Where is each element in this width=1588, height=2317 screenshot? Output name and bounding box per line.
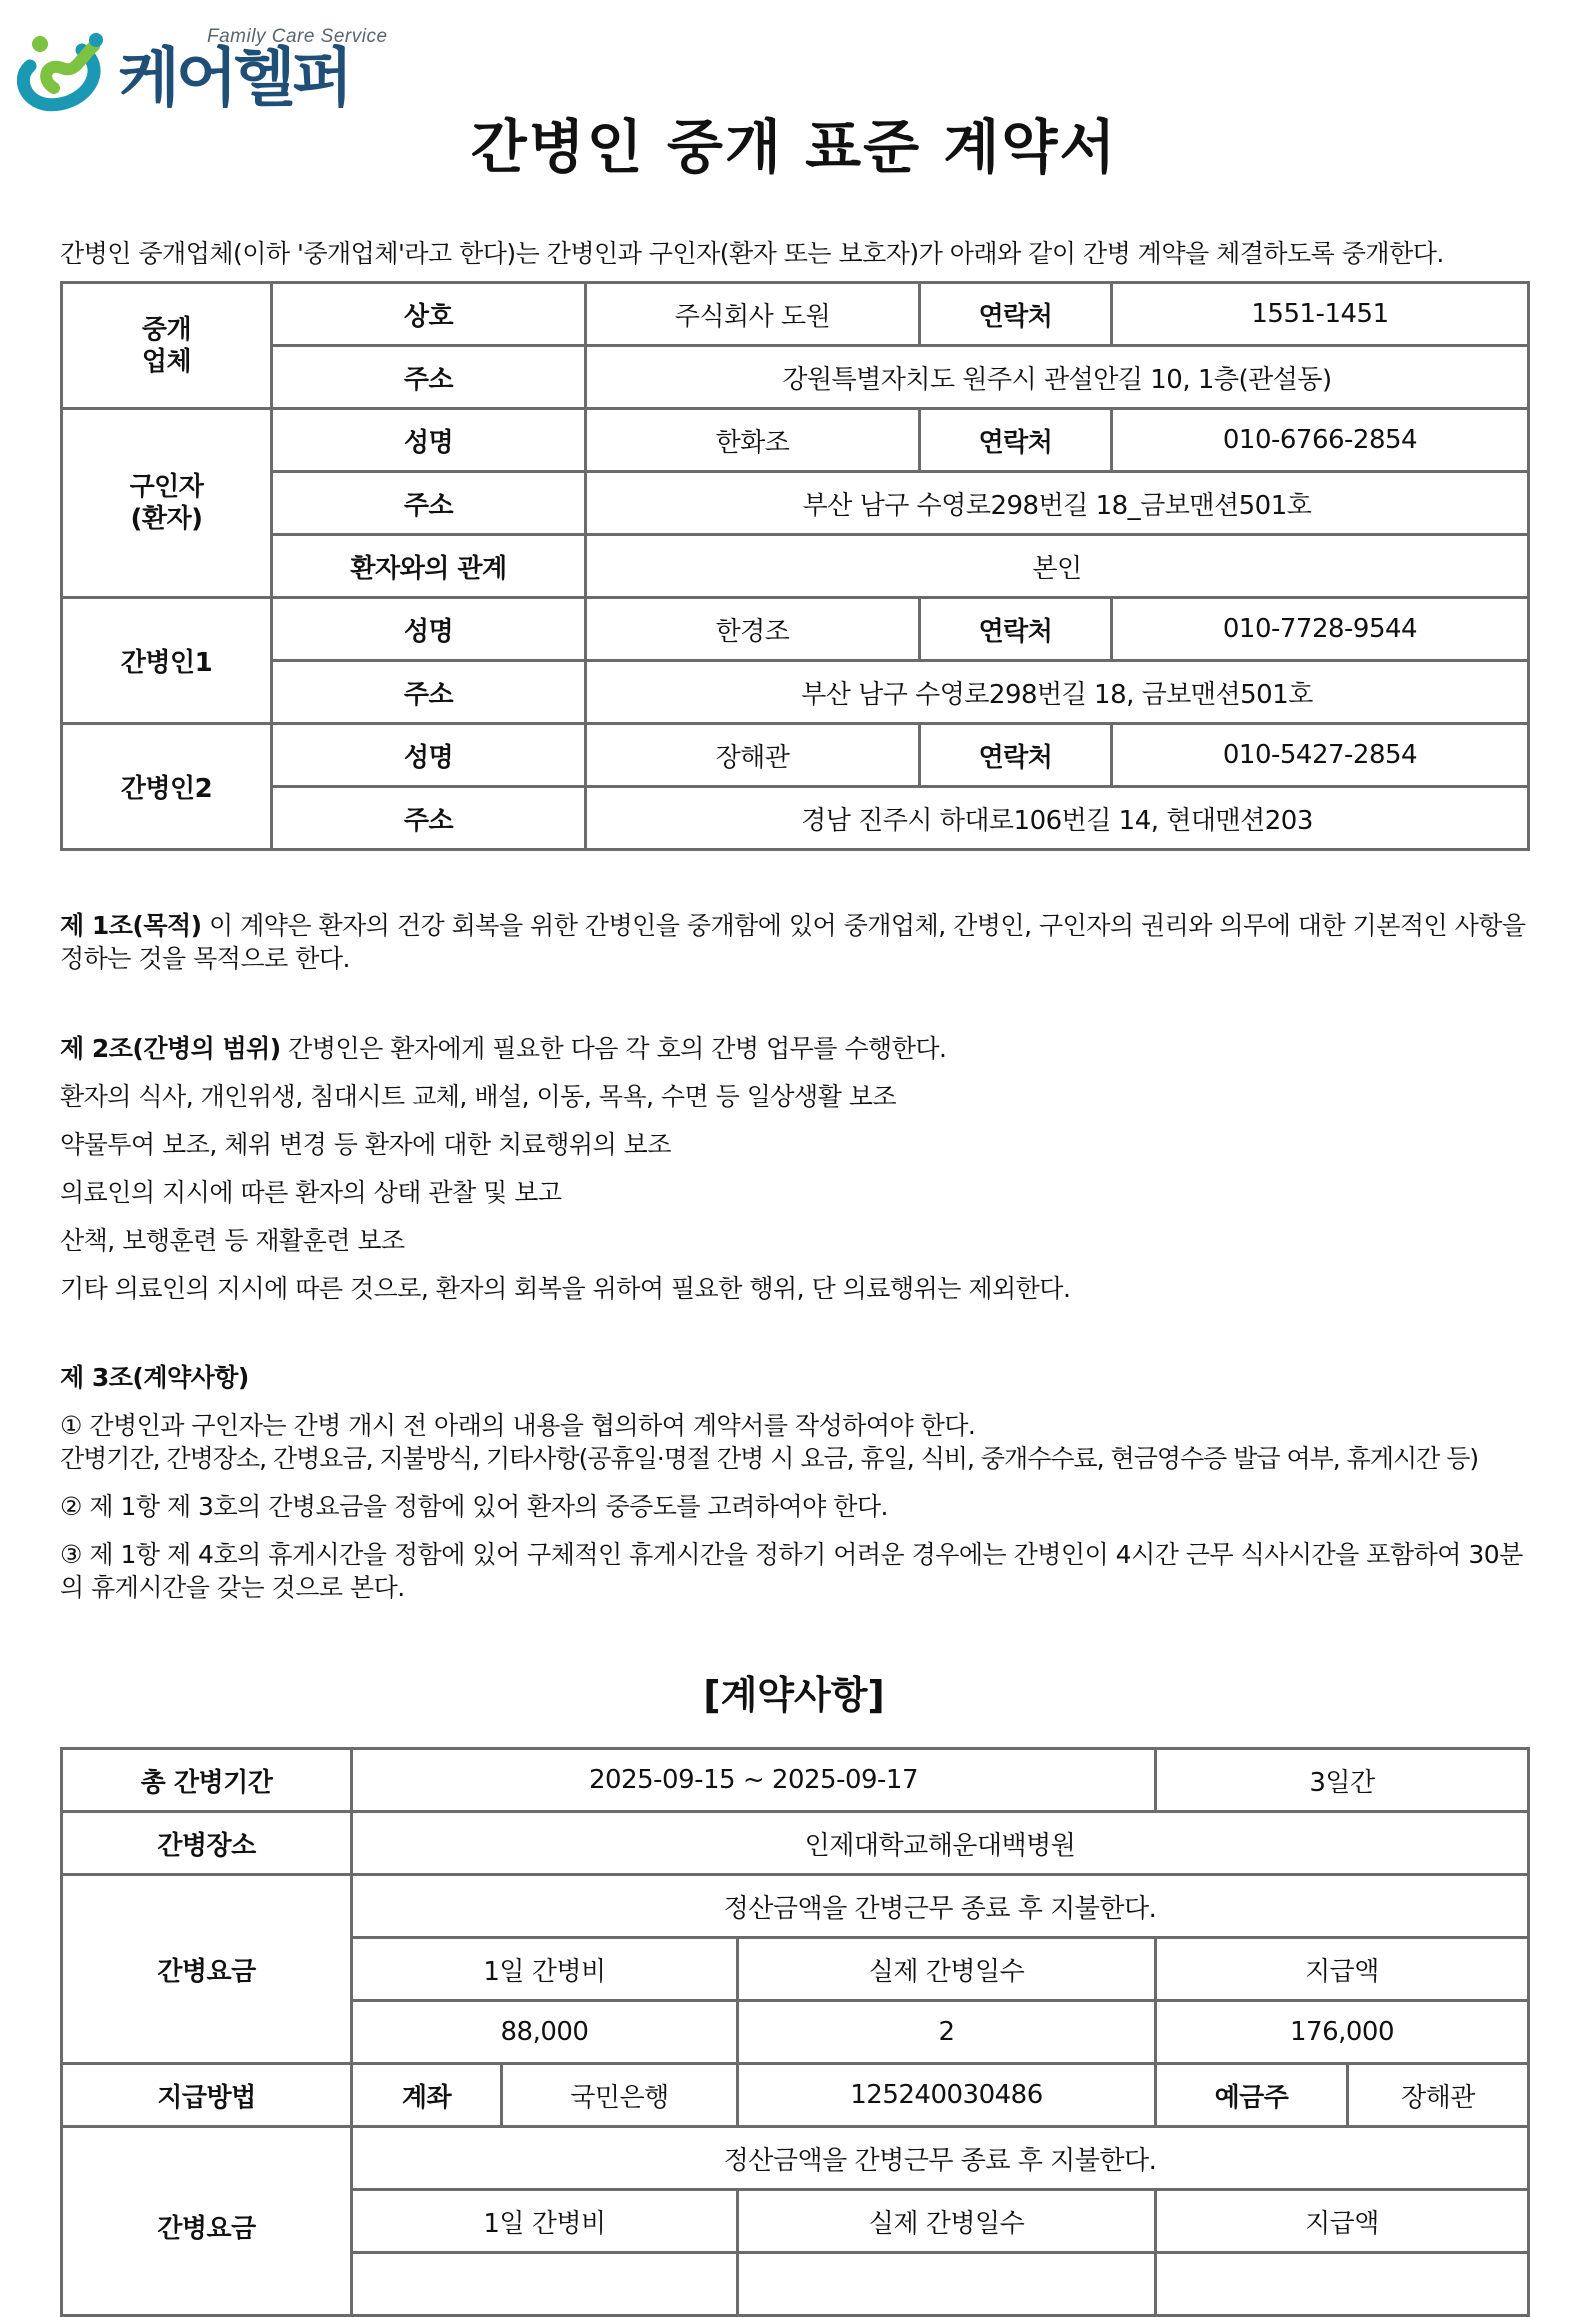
table-row	[62, 598, 1529, 661]
daily-fee-label: 1일 간병비	[352, 1938, 738, 2001]
article-2	[60, 1032, 1530, 1065]
fee2-daily-label: 1일 간병비	[352, 2190, 738, 2253]
list-item: 산책, 보행훈련 등 재활훈련 보조	[60, 1226, 405, 1255]
client-relation: 본인	[586, 535, 1529, 598]
article-3-para-3: ③ 제 1항 제 4호의 휴게시간을 정함에 있어 구체적인 휴게시간을 정하기 어려운 경우에는 간병인이 4시간 근무 식사시간을 포함하여 30분의 휴게시간을 갖는 것으로 본다.	[60, 1540, 1523, 1602]
table-row	[62, 1875, 1529, 1938]
caregiver2-label: 간병인2	[62, 724, 272, 850]
caregiver2-contact-label: 연락처	[920, 724, 1112, 787]
article-3-para-1b: 간병기간, 간병장소, 간병요금, 지불방식, 기타사항(공휴일·명절 간병 시 요금, 휴일, 식비, 중개수수료, 현금영수증 발급 여부, 휴게시간 등)	[60, 1444, 1479, 1473]
fee-note: 정산금액을 간병근무 종료 후 지불한다.	[352, 1875, 1529, 1938]
articles	[60, 909, 1530, 1604]
article-2-text: 간병인은 환자에게 필요한 다음 각 호의 간병 업무를 수행한다.	[280, 1034, 947, 1063]
table-row	[62, 283, 1529, 346]
client-address: 부산 남구 수영로298번길 18_금보맨션501호	[586, 472, 1529, 535]
period-label: 총 간병기간	[62, 1749, 352, 1812]
holder-name: 장해관	[1348, 2064, 1529, 2127]
table-row	[62, 1749, 1529, 1812]
agency-label: 중개 업체	[62, 283, 272, 409]
client-relation-label: 환자와의 관계	[272, 535, 586, 598]
list-item: 의료인의 지시에 따른 환자의 상태 관찰 및 보고	[60, 1178, 562, 1207]
caregiver2-name-label: 성명	[272, 724, 586, 787]
caregiver1-contact-label: 연락처	[920, 598, 1112, 661]
client-label: 구인자 (환자)	[62, 409, 272, 598]
logo-subtitle: Family Care Service	[207, 26, 388, 47]
article-3-para-2: ② 제 1항 제 3호의 간병요금을 정함에 있어 환자의 중증도를 고려하여야 한다.	[60, 1492, 888, 1521]
table-row	[62, 787, 1529, 850]
period-value: 2025-09-15 ~ 2025-09-17	[352, 1749, 1156, 1812]
article-3-heading: 제 3조(계약사항)	[60, 1363, 249, 1392]
fee2-note: 정산금액을 간병근무 종료 후 지불한다.	[352, 2127, 1529, 2190]
table-row	[62, 724, 1529, 787]
fee2-days-value	[738, 2253, 1156, 2316]
article-1-text: 이 계약은 환자의 건강 회복을 위한 간병인을 중개함에 있어 중개업체, 간병인, 구인자의 권리와 의무에 대한 기본적인 사항을 정하는 것을 목적으로 한다.	[60, 911, 1526, 973]
list-item: 약물투여 보조, 체위 변경 등 환자에 대한 치료행위의 보조	[60, 1130, 671, 1159]
agency-contact-label: 연락처	[920, 283, 1112, 346]
fee2-amount-value	[1156, 2253, 1529, 2316]
fee2-label: 간병요금	[62, 2127, 352, 2316]
caregiver1-contact: 010-7728-9544	[1112, 598, 1529, 661]
place-label: 간병장소	[62, 1812, 352, 1875]
account-label: 계좌	[352, 2064, 502, 2127]
client-address-label: 주소	[272, 472, 586, 535]
client-name: 한화조	[586, 409, 920, 472]
article-3-para-1: ① 간병인과 구인자는 간병 개시 전 아래의 내용을 협의하여 계약서를 작성하여야 한다.	[60, 1411, 976, 1440]
caregiver2-address-label: 주소	[272, 787, 586, 850]
caregiver1-name: 한경조	[586, 598, 920, 661]
actual-days-value: 2	[738, 2001, 1156, 2064]
table-row	[62, 2064, 1529, 2127]
table-row	[62, 409, 1529, 472]
client-name-label: 성명	[272, 409, 586, 472]
caregiver2-name: 장해관	[586, 724, 920, 787]
caregiver1-address: 부산 남구 수영로298번길 18, 금보맨션501호	[586, 661, 1529, 724]
article-1	[60, 909, 1530, 975]
logo-name: 케어헬퍼	[118, 42, 350, 116]
table-row	[62, 346, 1529, 409]
list-item: 환자의 식사, 개인위생, 침대시트 교체, 배설, 이동, 목욕, 수면 등 일상생활 보조	[60, 1082, 897, 1111]
agency-name-label: 상호	[272, 283, 586, 346]
agency-address-label: 주소	[272, 346, 586, 409]
holder-label: 예금주	[1156, 2064, 1348, 2127]
contract-table	[60, 1747, 1530, 2317]
amount-label: 지급액	[1156, 1938, 1529, 2001]
caregiver1-label: 간병인1	[62, 598, 272, 724]
fee2-days-label: 실제 간병일수	[738, 2190, 1156, 2253]
agency-name: 주식회사 도원	[586, 283, 920, 346]
client-contact-label: 연락처	[920, 409, 1112, 472]
agency-address: 강원특별자치도 원주시 관설안길 10, 1층(관설동)	[586, 346, 1529, 409]
caregiver1-name-label: 성명	[272, 598, 586, 661]
account-number: 125240030486	[738, 2064, 1156, 2127]
caregiver2-contact: 010-5427-2854	[1112, 724, 1529, 787]
table-row	[62, 535, 1529, 598]
amount-value: 176,000	[1156, 2001, 1529, 2064]
fee-label: 간병요금	[62, 1875, 352, 2064]
table-row	[62, 472, 1529, 535]
table-row	[62, 1812, 1529, 1875]
agency-contact: 1551-1451	[1112, 283, 1529, 346]
intro-text: 간병인 중개업체(이하 '중개업체'라고 한다)는 간병인과 구인자(환자 또는 보호자)가 아래와 같이 간병 계약을 체결하도록 중개한다.	[60, 239, 1444, 268]
list-item: 기타 의료인의 지시에 따른 것으로, 환자의 회복을 위하여 필요한 행위, 단 의료행위는 제외한다.	[60, 1274, 1071, 1303]
table-row	[62, 661, 1529, 724]
document-title: 간병인 중개 표준 계약서	[470, 113, 1118, 181]
parties-table	[60, 281, 1530, 851]
place-value: 인제대학교해운대백병원	[352, 1812, 1529, 1875]
caregiver2-address: 경남 진주시 하대로106번길 14, 현대맨션203	[586, 787, 1529, 850]
fee2-daily-value	[352, 2253, 738, 2316]
daily-fee-value: 88,000	[352, 2001, 738, 2064]
bank-name: 국민은행	[502, 2064, 738, 2127]
client-contact: 010-6766-2854	[1112, 409, 1529, 472]
period-days: 3일간	[1156, 1749, 1529, 1812]
table-row	[62, 2127, 1529, 2190]
article-1-heading: 제 1조(목적)	[60, 911, 202, 940]
fee2-amount-label: 지급액	[1156, 2190, 1529, 2253]
actual-days-label: 실제 간병일수	[738, 1938, 1156, 2001]
payment-label: 지급방법	[62, 2064, 352, 2127]
contract-section-title: [계약사항]	[703, 1673, 885, 1717]
article-3	[60, 1361, 1530, 1394]
article-2-heading: 제 2조(간병의 범위)	[60, 1034, 281, 1063]
caregiver1-address-label: 주소	[272, 661, 586, 724]
